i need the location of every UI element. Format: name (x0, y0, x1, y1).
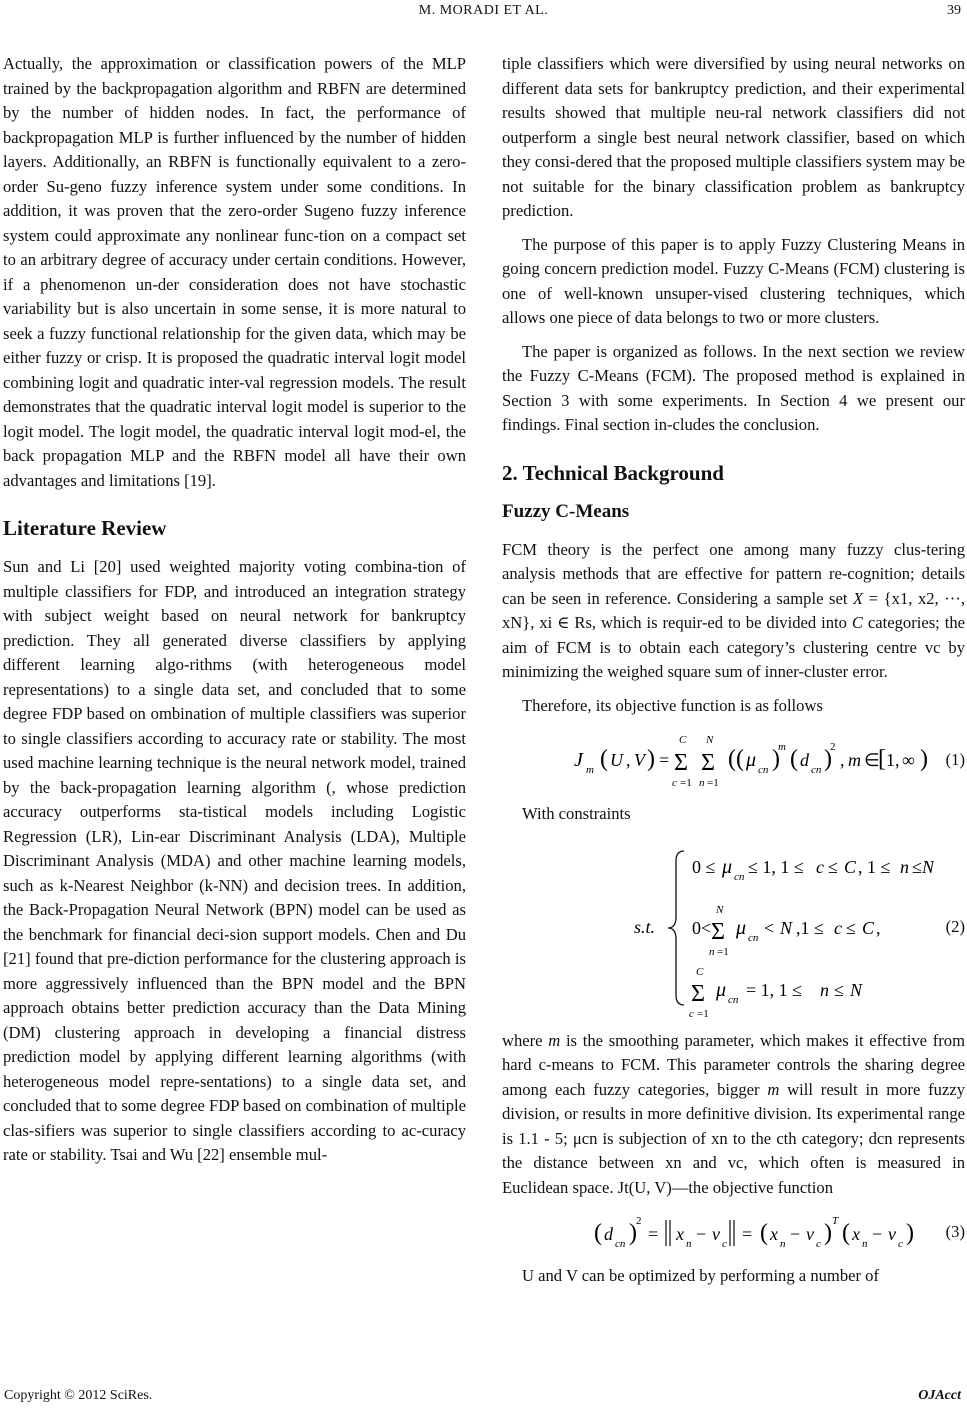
svg-text:,: , (875, 917, 880, 938)
svg-text:v: v (887, 1224, 896, 1244)
svg-text:μ: μ (745, 749, 756, 771)
svg-text:=: = (647, 1224, 658, 1244)
svg-text:0 ≤: 0 ≤ (691, 856, 715, 877)
svg-text:N: N (921, 856, 934, 877)
subsection-heading: Fuzzy C-Means (502, 500, 630, 522)
svg-text:x: x (675, 1224, 684, 1244)
svg-text:cn: cn (733, 870, 744, 883)
svg-text:μ: μ (735, 916, 746, 939)
svg-text:≤: ≤ (845, 917, 856, 938)
svg-text:): ) (646, 746, 655, 772)
svg-text:cn: cn (727, 993, 738, 1006)
svg-text:0<: 0< (691, 917, 711, 938)
svg-text:): ) (823, 1220, 832, 1246)
running-head: M. MORADI ET AL. (418, 3, 549, 18)
svg-text:(: ( (789, 746, 798, 772)
svg-text:<: < (763, 917, 774, 938)
equation-number: (3) (945, 1221, 965, 1241)
svg-text:): ) (919, 746, 928, 772)
svg-text:n: n (685, 1238, 691, 1250)
svg-text:= 1, 1 ≤: = 1, 1 ≤ (745, 979, 802, 1000)
svg-text:): ) (628, 1220, 637, 1246)
svg-text:n: n (779, 1238, 785, 1250)
svg-text:(: ( (759, 1220, 768, 1246)
svg-text:=1: =1 (706, 777, 719, 789)
journal-name: OJAcct (918, 1388, 961, 1403)
svg-text:c: c (721, 1238, 727, 1250)
svg-text:Σ: Σ (673, 750, 688, 776)
svg-text:, 1 ≤: , 1 ≤ (857, 856, 890, 877)
paragraph: tiple classifiers which were diversified by using neural networks on different data sets for bankruptcy prediction, and their experimental results showed that multiple neu-ral network classifiers did not outperform a single best neural network classifier, based on which they consi-dered that the proposed multiple classifiers system may be not suitable for the binary classification problem as bankruptcy prediction. (502, 54, 965, 220)
svg-text:c: c (815, 856, 824, 877)
svg-text:μ: μ (721, 855, 732, 878)
svg-text:(: ( (727, 746, 736, 772)
svg-text:c: c (688, 1007, 694, 1020)
svg-text:∞: ∞ (901, 750, 915, 770)
svg-text:n: n (698, 777, 704, 789)
paragraph: Actually, the approximation or classification powers of the MLP trained by the backpropagation algorithm and RBFN are determined by the number of hidden nodes. In fact, the performance of backpropagation MLP is further influenced by the number of hidden layers. Additionally, an RBFN is functionally equivalent to a zero-order Su-geno fuzzy inference system under some conditions. In addition, it was proven that the zero-order Sugeno fuzzy inference system could approximate any nonlinear func-tion on a compact set to an arbitrary degree of accuracy under certain conditions. However, if a phenomenon un-der consideration does not have stochastic variability but is also uncertain in some sense, it is more natural to seek a fuzzy functional relationship for the given data, which may be either fuzzy or crisp. It is proposed the quadratic interval logit model combining logit and quadratic inter-val regression models. The result demonstrates that the quadratic interval logit model is superior to the logit model. The logit model, the quadratic interval logit mod-el, the back propagation MLP and the RBFN model all have their own advantages and limitations [19]. (3, 54, 466, 490)
svg-text:N: N (779, 917, 792, 938)
svg-text:μ: μ (715, 978, 726, 1001)
svg-text:C: C (843, 856, 856, 877)
svg-text:,: , (625, 750, 630, 770)
svg-text:−: − (695, 1224, 706, 1244)
right-column (502, 52, 965, 1289)
paragraph: where m is the smoothing parameter, which makes it effective from hard c-means to FCM. This parameter controls the sharing degree among each fuzzy categories, bigger m will result in more fuzzy division, or results in more definitive division. Its experimental range is 1.1 - 5; μcn is subjection of xn to the cth category; dcn represents the distance between xn and vc, which often is measured in Euclidean space. Jt(U, V)—the objective function (502, 1030, 965, 1197)
paragraph: With constraints (522, 804, 631, 823)
svg-text:−: − (871, 1224, 882, 1244)
svg-text:n: n (708, 945, 714, 958)
svg-text:C: C (695, 965, 703, 978)
svg-text:d: d (799, 750, 809, 770)
svg-text:=1: =1 (716, 945, 729, 958)
svg-text:n: n (899, 856, 909, 877)
page-header (0, 3, 967, 23)
svg-text:(: ( (841, 1220, 850, 1246)
equation-1 (502, 724, 965, 796)
section-heading: 2. Technical Background (502, 460, 724, 485)
svg-text:n: n (819, 979, 829, 1000)
svg-text:−: − (789, 1224, 800, 1244)
left-column (3, 52, 466, 1168)
svg-text:≤: ≤ (833, 979, 844, 1000)
svg-text:x: x (851, 1224, 860, 1244)
svg-text:cn: cn (747, 931, 758, 944)
svg-text:=: = (658, 750, 669, 770)
svg-text:N: N (849, 979, 862, 1000)
equation-3 (502, 1206, 965, 1258)
svg-text:2: 2 (635, 1215, 641, 1227)
paragraph: FCM theory is the perfect one among many fuzzy clus-tering analysis methods that are effective for pattern re-cognition; details can be seen in reference. Considering a sample set X = {x1, x2, ···, xN}, xi ∈ Rs, which is requir-ed to be divided into C categories; the aim of FCM is to obtain each category’s clustering centre vc by minimizing the weighed square sum of inner-cluster error. (502, 539, 966, 681)
svg-text:N: N (715, 903, 723, 916)
svg-text:(: ( (735, 746, 744, 772)
svg-text:U: U (609, 750, 623, 770)
paragraph: The paper is organized as follows. In the next section we review the Fuzzy C-Means (FCM). The proposed method is explained in Section 3 with some experiments. In Section 4 we present our findings. Final section in-cludes the conclusion. (502, 341, 965, 434)
svg-text:Σ: Σ (690, 980, 705, 1007)
svg-text:[: [ (877, 746, 886, 772)
svg-text:=1: =1 (679, 777, 692, 789)
svg-text:Σ: Σ (700, 750, 715, 776)
svg-text:(: ( (593, 1220, 602, 1246)
copyright-text: Copyright © 2012 SciRes. (4, 1388, 153, 1403)
equation-3-formula (534, 1206, 934, 1258)
svg-text:n: n (861, 1238, 867, 1250)
svg-text:1,: 1, (885, 750, 899, 770)
svg-text:d: d (603, 1224, 613, 1244)
svg-text:=1: =1 (696, 1007, 709, 1020)
svg-text:C: C (678, 734, 686, 746)
page-number: 39 (947, 3, 961, 18)
paragraph: The purpose of this paper is to apply Fuzzy Clustering Means in going concern prediction model. Fuzzy C-Means (FCM) clustering is one of well-known unsuper-vised clustering techniques, which allows one piece of data belongs to two or more clusters. (502, 234, 965, 327)
svg-text:Σ: Σ (710, 918, 725, 945)
paragraph: U and V can be optimized by performing a number of (522, 1266, 879, 1285)
equation-number: (1) (945, 749, 965, 769)
section-heading: Literature Review (3, 516, 167, 540)
svg-text:,: , (839, 750, 844, 770)
svg-text:): ) (771, 746, 780, 772)
svg-text:s.t.: s.t. (633, 916, 655, 937)
svg-text:c: c (833, 917, 842, 938)
svg-text:cn: cn (757, 764, 768, 776)
page-footer (0, 1388, 967, 1408)
svg-text:): ) (823, 746, 832, 772)
paragraph: Sun and Li [20] used weighted majority voting combina-tion of multiple classifiers for FDP, and introduced an integration strategy with subject weight based on neural network for bankruptcy prediction. They all generated diverse classifiers by applying different learning algo-rithms (with heterogeneous model representations) to a single data set, and concluded that to some degree FDP based on ombination of multiple classifiers was superior to single classifiers according to accuracy rate or stability. The most used machine learning technique is the neural network model, trained by the back-propagation learning algorithm (, whose prediction accuracy outperforms sta-tistical models including Logistic Regression (LR), Lin-ear Discriminant Analysis (LDA), Multiple Discriminant Analysis (MDA) and other machine learning models, such as k-Nearest Neighbor (k-NN) and decision trees. In addition, the Back-Propagation Neural Network (BPN) model can be used as the benchmark for financial deci-sion support models. Chen and Du [21] found that pre-diction performance for the clustering approach is more aggressively influenced than the BPN model and the BPN approach obtains better prediction accuracy than the Data Mining (DM) clustering approach in developing a financial distress prediction model by applying different learning algorithms (with heterogeneous model repre-sentations) to a single data set, and concluded that to some degree FDP based on combination of multiple clas-sifiers was superior to single classifiers according to ac-curacy rate or stability. Tsai and Wu [22] ensemble mul- (3, 557, 466, 1164)
svg-text:): ) (905, 1220, 914, 1246)
svg-text:≤: ≤ (827, 856, 838, 877)
svg-text:,1 ≤: ,1 ≤ (795, 917, 824, 938)
equation-number: (2) (945, 917, 965, 937)
svg-text:2: 2 (829, 741, 835, 753)
svg-text:m: m (847, 750, 861, 770)
svg-text:v: v (805, 1224, 814, 1244)
equation-2-formula (534, 833, 934, 1023)
paragraph: Therefore, its objective function is as follows (522, 695, 823, 715)
svg-text:m: m (777, 741, 786, 753)
svg-text:≤ 1, 1 ≤: ≤ 1, 1 ≤ (747, 856, 804, 877)
svg-text:x: x (769, 1224, 778, 1244)
svg-text:cn: cn (810, 764, 821, 776)
svg-text:≤: ≤ (911, 856, 922, 877)
equation-1-formula (534, 724, 934, 796)
equation-2 (502, 833, 965, 1023)
svg-text:C: C (861, 917, 874, 938)
svg-text:c: c (815, 1238, 821, 1250)
svg-text:N: N (705, 734, 713, 746)
svg-text:v: v (711, 1224, 720, 1244)
svg-text:c: c (671, 777, 677, 789)
svg-text:(: ( (599, 746, 608, 772)
svg-text:=: = (741, 1224, 752, 1244)
svg-text:T: T (831, 1215, 838, 1227)
svg-text:V: V (633, 750, 645, 770)
svg-text:c: c (897, 1238, 903, 1250)
svg-text:∈: ∈ (863, 750, 880, 770)
svg-text:m: m (585, 764, 594, 776)
svg-text:cn: cn (614, 1238, 625, 1250)
svg-text:J: J (573, 749, 583, 771)
